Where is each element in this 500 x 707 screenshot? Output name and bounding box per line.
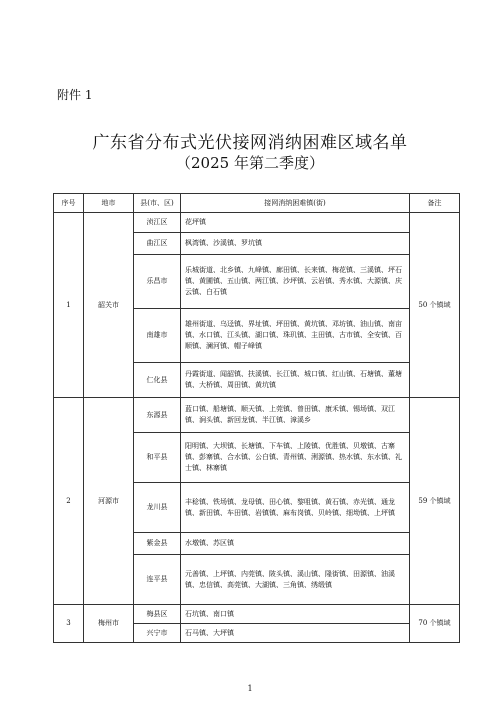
header-county: 县(市、区): [134, 194, 181, 213]
annex-label: 附件 1: [57, 88, 93, 102]
row-county: 和平县: [134, 433, 181, 483]
table-header-row: [54, 194, 460, 213]
row-towns: 丹霞街道、闻韶镇、扶溪镇、长江镇、城口镇、红山镇、石塘镇、董塘镇、大桥镇、周田镇、黄坑镇: [181, 363, 410, 398]
row-county: 龙川县: [134, 483, 181, 533]
row-towns: 丰稔镇、铁场镇、龙母镇、田心镇、黎咀镇、黄石镇、赤光镇、通龙镇、新田镇、车田镇、岩镇镇、麻布岗镇、贝岭镇、细坳镇、上坪镇: [181, 483, 410, 533]
page-subtitle: （2025 年第二季度）: [176, 154, 324, 172]
row-towns: 元善镇、上坪镇、内莞镇、陂头镇、溪山镇、隆街镇、田源镇、油溪镇、忠信镇、高莞镇、大湖镇、三角镇、绣缎镇: [181, 555, 410, 605]
page-title: 广东省分布式光伏接网消纳困难区域名单: [92, 133, 408, 153]
row-county: 连平县: [134, 555, 181, 605]
table-row: [54, 398, 460, 433]
row-county: 梅县区: [134, 605, 181, 624]
row-towns: 水墩镇、苏区镇: [181, 533, 410, 555]
row-county: 浈江区: [134, 213, 181, 233]
row-towns: 花坪镇: [181, 213, 410, 233]
row-towns: 枫湾镇、沙溪镇、罗坑镇: [181, 233, 410, 255]
row-note: 59 个镇域: [410, 398, 460, 605]
row-city: 河源市: [84, 398, 134, 605]
table-row: [54, 213, 460, 233]
row-county: 乐昌市: [134, 255, 181, 309]
row-towns: 雄州街道、乌迳镇、界址镇、坪田镇、黄坑镇、邓坊镇、油山镇、南亩镇、水口镇、江头镇、湖口镇、珠玑镇、主田镇、古市镇、全安镇、百顺镇、澜河镇、帽子峰镇: [181, 309, 410, 363]
header-no: 序号: [54, 194, 84, 213]
page-number: 1: [247, 684, 253, 693]
row-county: 兴宁市: [134, 624, 181, 643]
row-city: 韶关市: [84, 213, 134, 398]
row-towns: 石坑镇、南口镇: [181, 605, 410, 624]
row-towns: 乐城街道、北乡镇、九峰镇、廊田镇、长来镇、梅花镇、三溪镇、坪石镇、黄圃镇、五山镇、两江镇、沙坪镇、云岩镇、秀水镇、大源镇、庆云镇、白石镇: [181, 255, 410, 309]
header-note: 备注: [410, 194, 460, 213]
region-table: [53, 193, 460, 643]
row-county: 东源县: [134, 398, 181, 433]
header-city: 地市: [84, 194, 134, 213]
row-note: 70 个镇域: [410, 605, 460, 643]
row-county: 仁化县: [134, 363, 181, 398]
row-no: 2: [54, 398, 84, 605]
row-county: 曲江区: [134, 233, 181, 255]
row-county: 南雄市: [134, 309, 181, 363]
row-no: 3: [54, 605, 84, 643]
row-city: 梅州市: [84, 605, 134, 643]
header-towns: 接网消纳困难镇(街): [181, 194, 410, 213]
row-note: 50 个镇域: [410, 213, 460, 398]
row-towns: 蓝口镇、船塘镇、顺天镇、上莞镇、曾田镇、康禾镇、锡场镇、双江镇、涧头镇、新回龙镇、半江镇、漳溪乡: [181, 398, 410, 433]
row-towns: 石马镇、大坪镇: [181, 624, 410, 643]
table-row: [54, 605, 460, 624]
row-county: 紫金县: [134, 533, 181, 555]
row-no: 1: [54, 213, 84, 398]
row-towns: 阳明镇、大坝镇、长塘镇、下车镇、上陵镇、优胜镇、贝墩镇、古寨镇、彭寨镇、合水镇、公白镇、青州镇、浰源镇、热水镇、东水镇、礼士镇、林寨镇: [181, 433, 410, 483]
